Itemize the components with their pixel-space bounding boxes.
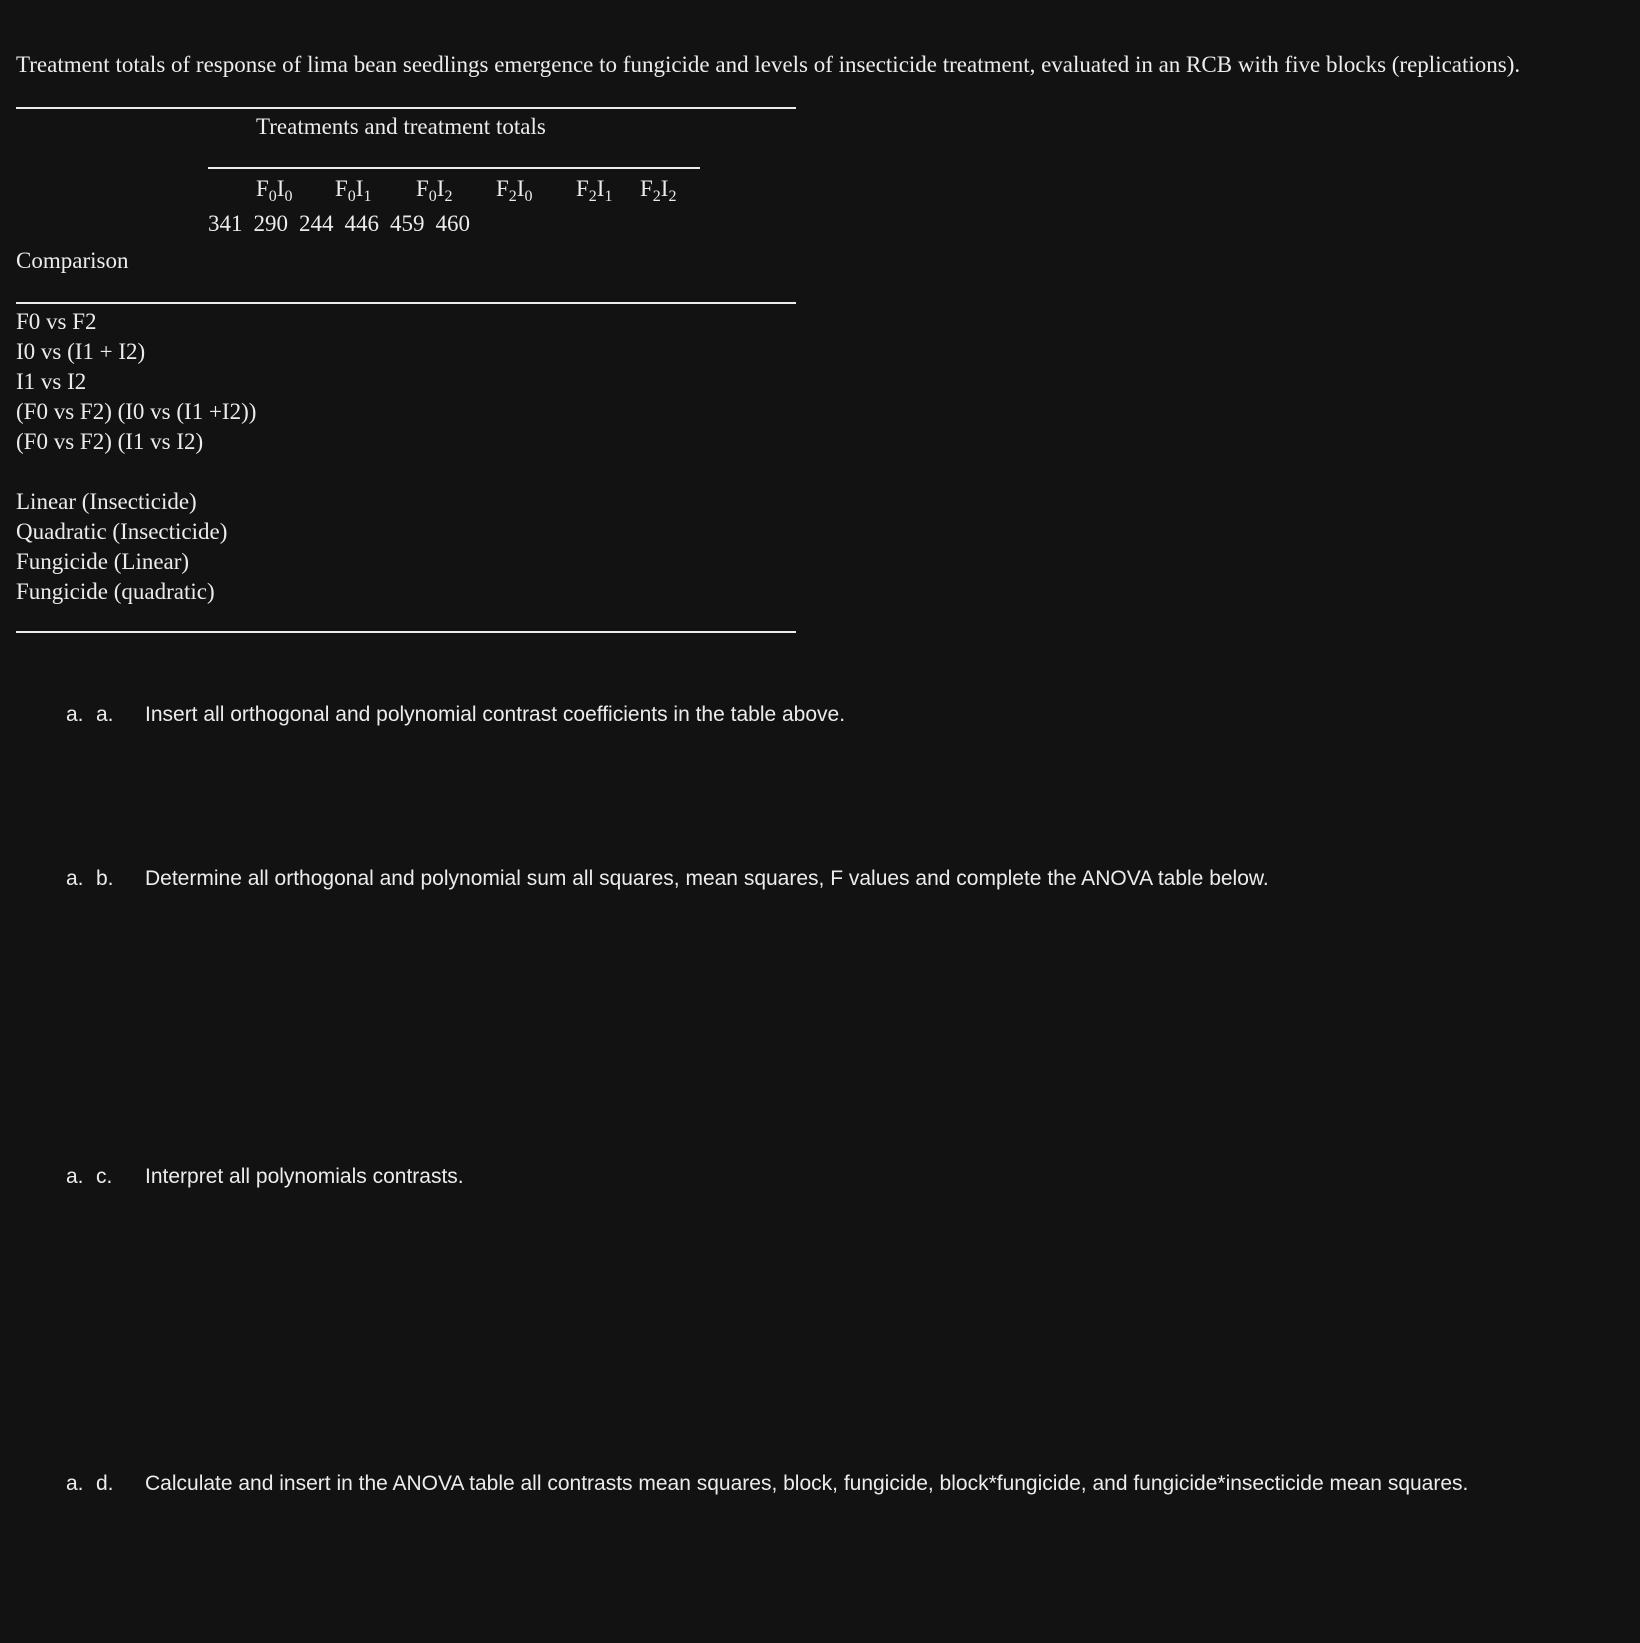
question-text: Determine all orthogonal and polynomial sum all squares, mean squares, F values and complete the ANOVA table below. bbox=[145, 867, 1269, 890]
treatment-label: $F_0I_0$ bbox=[256, 176, 293, 205]
question-number: a. bbox=[66, 867, 84, 890]
treatment-label: $F_2I_2$ bbox=[640, 176, 677, 205]
treatment-total: 460 bbox=[435, 211, 470, 236]
treatment-total: 459 bbox=[390, 211, 425, 236]
comparison-row: F0 vs F2 bbox=[16, 309, 97, 334]
question-letter: b. bbox=[96, 867, 114, 890]
comparison-row: (F0 vs F2) (I1 vs I2) bbox=[16, 429, 204, 454]
question-text: Calculate and insert in the ANOVA table all contrasts mean squares, block, fungicide, block*fungicide, and fungicide*insecticide mean squares. bbox=[145, 1472, 1469, 1495]
treatment-total: 244 bbox=[299, 211, 334, 236]
comparison-row: I0 vs (I1 + I2) bbox=[16, 339, 146, 364]
treatment-label: $F_2I_1$ bbox=[576, 176, 613, 205]
comparison-header: Comparison bbox=[16, 248, 129, 273]
question-number: a. bbox=[66, 1165, 84, 1188]
comparison-header-rule bbox=[16, 302, 796, 304]
question-number: a. bbox=[66, 1472, 84, 1495]
table-caption: Treatment totals of response of lima bean seedlings emergence to fungicide and levels of insecticide treatment, evaluated in an RCB with five blocks (replications). bbox=[16, 52, 1521, 77]
question-c bbox=[66, 1165, 464, 1189]
question-a bbox=[66, 703, 845, 727]
polynomial-row: Quadratic (Insecticide) bbox=[16, 519, 228, 544]
question-text: Insert all orthogonal and polynomial contrast coefficients in the table above. bbox=[145, 703, 846, 726]
treatment-total: 341 bbox=[208, 211, 243, 236]
treatment-label: $F_0I_1$ bbox=[335, 176, 372, 205]
treatments-header: Treatments and treatment totals bbox=[256, 114, 546, 139]
table-bottom-rule bbox=[16, 631, 796, 633]
treatment-totals-row bbox=[208, 211, 470, 237]
treatment-total: 290 bbox=[253, 211, 288, 236]
comparison-row: I1 vs I2 bbox=[16, 369, 87, 394]
polynomial-row: Fungicide (quadratic) bbox=[16, 579, 215, 604]
polynomial-row: Linear (Insecticide) bbox=[16, 489, 197, 514]
treatment-label: $F_0I_2$ bbox=[416, 176, 453, 205]
question-letter: c. bbox=[96, 1165, 113, 1188]
question-letter: d. bbox=[96, 1472, 114, 1495]
row-spacer bbox=[16, 457, 256, 487]
question-d bbox=[66, 1472, 1468, 1496]
polynomial-row: Fungicide (Linear) bbox=[16, 549, 190, 574]
question-letter: a. bbox=[96, 703, 114, 726]
comparison-row: (F0 vs F2) (I0 vs (I1 +I2)) bbox=[16, 399, 257, 424]
comparison-list bbox=[16, 307, 256, 607]
treatment-total: 446 bbox=[344, 211, 379, 236]
question-number: a. bbox=[66, 703, 84, 726]
question-text: Interpret all polynomials contrasts. bbox=[145, 1165, 464, 1188]
treatment-label: $F_2I_0$ bbox=[496, 176, 533, 205]
question-b bbox=[66, 867, 1269, 891]
treatments-header-rule bbox=[208, 167, 700, 169]
table-top-rule bbox=[16, 107, 796, 109]
